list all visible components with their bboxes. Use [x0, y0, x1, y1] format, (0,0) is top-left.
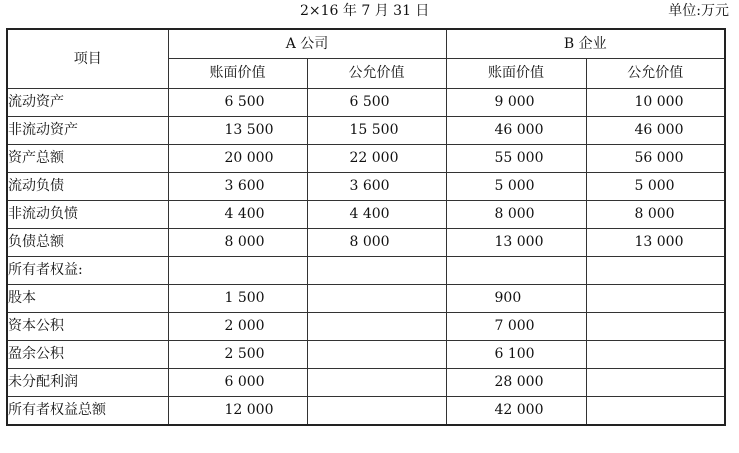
- cell-b-book-value: 9 000: [446, 89, 586, 117]
- cell-b-fair-value: 10 000: [586, 89, 725, 117]
- row-item-label: 负债总额: [7, 229, 168, 257]
- cell-b-fair-value: 46 000: [586, 117, 725, 145]
- row-item-label: 所有者权益总额: [7, 397, 168, 426]
- row-item-label: 流动负债: [7, 173, 168, 201]
- cell-b-book-value: 8 000: [446, 201, 586, 229]
- cell-b-book-value: 42 000: [446, 397, 586, 426]
- row-item-label: 资产总额: [7, 145, 168, 173]
- cell-a-fair-value: 6 500: [307, 89, 446, 117]
- cell-a-fair-value: [307, 257, 446, 285]
- cell-a-book-value: [168, 257, 307, 285]
- cell-b-book-value: 46 000: [446, 117, 586, 145]
- cell-b-book-value: 55 000: [446, 145, 586, 173]
- cell-a-fair-value: [307, 369, 446, 397]
- row-item-label: 股本: [7, 285, 168, 313]
- header-a-fair-value: 公允价值: [307, 59, 446, 89]
- cell-b-fair-value: [586, 313, 725, 341]
- cell-b-book-value: 28 000: [446, 369, 586, 397]
- cell-a-fair-value: [307, 341, 446, 369]
- cell-b-fair-value: [586, 257, 725, 285]
- row-item-label: 盈余公积: [7, 341, 168, 369]
- table-row: [7, 145, 725, 173]
- cell-a-book-value: 13 500: [168, 117, 307, 145]
- cell-a-book-value: 2 500: [168, 341, 307, 369]
- row-item-label: 未分配利润: [7, 369, 168, 397]
- cell-b-fair-value: 13 000: [586, 229, 725, 257]
- table-row: [7, 341, 725, 369]
- table-date: 2×16 年 7 月 31 日: [300, 3, 430, 19]
- cell-a-fair-value: 3 600: [307, 173, 446, 201]
- cell-a-book-value: 20 000: [168, 145, 307, 173]
- table-row: [7, 369, 725, 397]
- cell-a-book-value: 12 000: [168, 397, 307, 426]
- cell-a-book-value: 2 000: [168, 313, 307, 341]
- cell-b-book-value: 5 000: [446, 173, 586, 201]
- cell-a-fair-value: 4 400: [307, 201, 446, 229]
- table-row: [7, 285, 725, 313]
- row-item-label: 所有者权益:: [7, 257, 168, 285]
- cell-a-fair-value: [307, 313, 446, 341]
- cell-b-fair-value: [586, 285, 725, 313]
- header-b-fair-value: 公允价值: [586, 59, 725, 89]
- table-unit: 单位:万元: [668, 3, 729, 19]
- cell-a-fair-value: 8 000: [307, 229, 446, 257]
- row-item-label: 流动资产: [7, 89, 168, 117]
- header-item: 项目: [7, 29, 168, 89]
- cell-a-book-value: 6 500: [168, 89, 307, 117]
- table-row: [7, 229, 725, 257]
- cell-a-book-value: 8 000: [168, 229, 307, 257]
- row-item-label: 资本公积: [7, 313, 168, 341]
- table-row: [7, 117, 725, 145]
- table-body: [7, 89, 725, 426]
- cell-b-fair-value: 5 000: [586, 173, 725, 201]
- header-row-companies: [7, 29, 725, 59]
- balance-table: [6, 28, 726, 426]
- cell-b-fair-value: 8 000: [586, 201, 725, 229]
- cell-a-fair-value: [307, 285, 446, 313]
- cell-b-book-value: 6 100: [446, 341, 586, 369]
- header-company-b: B 企业: [446, 29, 725, 59]
- cell-a-book-value: 4 400: [168, 201, 307, 229]
- row-item-label: 非流动资产: [7, 117, 168, 145]
- cell-b-fair-value: 56 000: [586, 145, 725, 173]
- cell-b-book-value: [446, 257, 586, 285]
- table-row: [7, 201, 725, 229]
- cell-b-fair-value: [586, 369, 725, 397]
- header-company-a: A 公司: [168, 29, 446, 59]
- cell-a-fair-value: 15 500: [307, 117, 446, 145]
- cell-b-book-value: 900: [446, 285, 586, 313]
- header-b-book-value: 账面价值: [446, 59, 586, 89]
- cell-a-book-value: 6 000: [168, 369, 307, 397]
- table-row: [7, 89, 725, 117]
- cell-b-fair-value: [586, 341, 725, 369]
- cell-b-book-value: 7 000: [446, 313, 586, 341]
- cell-b-book-value: 13 000: [446, 229, 586, 257]
- cell-a-book-value: 3 600: [168, 173, 307, 201]
- header-a-book-value: 账面价值: [168, 59, 307, 89]
- cell-b-fair-value: [586, 397, 725, 426]
- table-row: [7, 397, 725, 426]
- row-item-label: 非流动负愤: [7, 201, 168, 229]
- table-row: [7, 173, 725, 201]
- table-row: [7, 257, 725, 285]
- table-row: [7, 313, 725, 341]
- cell-a-fair-value: [307, 397, 446, 426]
- cell-a-fair-value: 22 000: [307, 145, 446, 173]
- cell-a-book-value: 1 500: [168, 285, 307, 313]
